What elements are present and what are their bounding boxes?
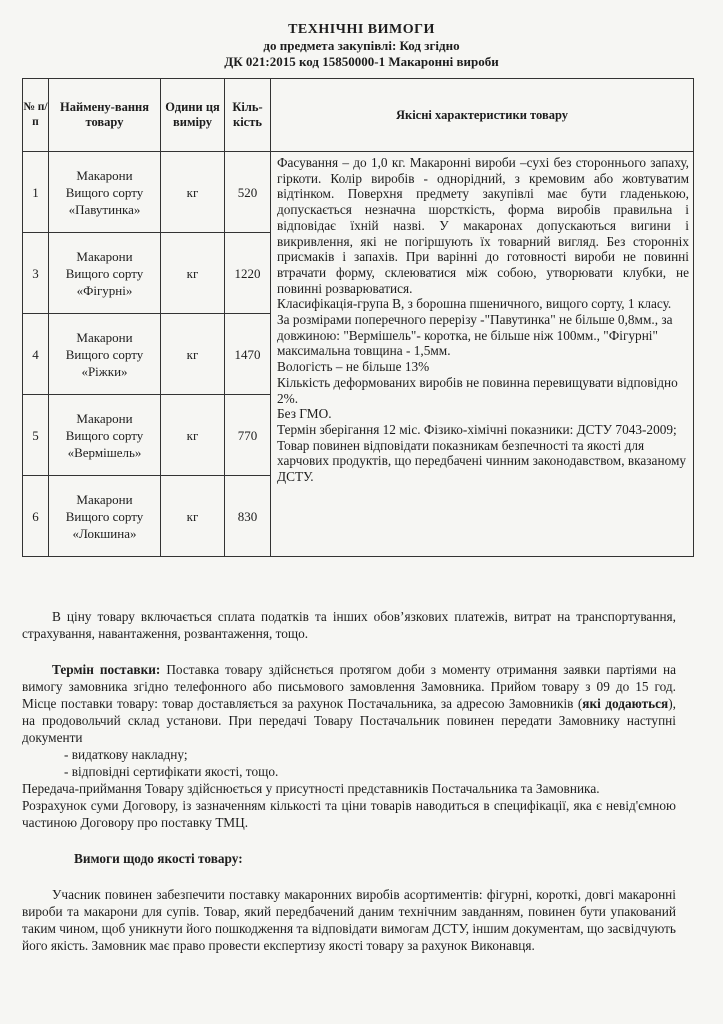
name-line: Макарони: [76, 248, 133, 264]
name-line: Вищого сорту: [65, 265, 144, 281]
delivery-text: Поставка товару здійснється протягом доби з моменту отримання заявки партіями на вимогу замовника згідно телефонного або письмового замовлення Замовника. Прийом товару з 09 до 15 год.: [22, 662, 676, 694]
document-header: [0, 22, 723, 70]
quality-text-block: [22, 886, 676, 954]
doc-item: - видаткову накладну;: [64, 747, 188, 762]
cell-qty: 520: [225, 152, 271, 233]
name-line: Макарони: [76, 167, 133, 183]
delivery-bold: які додаються: [582, 696, 669, 711]
delivery-paragraph: [22, 661, 676, 746]
doc-item: - відповідні сертифікати якості, тощо.: [64, 764, 279, 779]
document-code: ДК 021:2015 код 15850000-1 Макаронні вироби: [224, 54, 499, 69]
cell-name: [49, 395, 161, 476]
cell-no: 6: [23, 476, 49, 557]
cell-unit: кг: [161, 476, 225, 557]
delivery-label: Термін поставки:: [52, 662, 161, 677]
col-header-unit: Одини ця виміру: [161, 79, 225, 152]
delivery-text: товар доставляється за рахунок Постачальника, за адресою Замовників (: [162, 696, 583, 711]
cell-unit: кг: [161, 233, 225, 314]
name-line: Макарони: [76, 491, 133, 507]
quality-paragraph: Товар повинен відповідати показникам безпечності та якості для харчових продуктів, що передбачені чинним законодавством, вказаному ДСТУ.: [277, 437, 687, 485]
cell-unit: кг: [161, 314, 225, 395]
price-paragraph: В ціну товару включається сплата податків та інших обов’язкових платежів, витрат на транспортування, страхування, навантаження, розвантаження, тощо.: [22, 609, 676, 641]
name-line: Макарони: [76, 410, 133, 426]
col-header-no: № п/ п: [23, 79, 49, 152]
cell-no: 1: [23, 152, 49, 233]
cell-name: [49, 233, 161, 314]
col-header-quality: Якісні характеристики товару: [271, 79, 694, 152]
name-line: «Фігурні»: [76, 282, 133, 298]
cell-no: 3: [23, 233, 49, 314]
quality-heading: Вимоги щодо якості товару:: [74, 851, 243, 866]
quality-heading-block: [22, 850, 676, 867]
handover-paragraph: Передача-приймання Товару здійснюється у присутності представників Постачальника та Замовника.: [22, 781, 600, 796]
cell-unit: кг: [161, 152, 225, 233]
quality-paragraph: Термін зберігання 12 міс. Фізико-хімічні показники: ДСТУ 7043-2009;: [277, 421, 677, 437]
cell-no: 5: [23, 395, 49, 476]
name-line: «Ріжки»: [81, 363, 128, 379]
col-header-qty: Кіль-кість: [225, 79, 271, 152]
cell-qty: 1220: [225, 233, 271, 314]
delivery-text: ), на продовольчий склад установи. При передачі Товару Постачальник повинен передати Замовнику наступні документи: [22, 696, 677, 745]
quality-text-paragraph: Учасник повинен забезпечити поставку макаронних виробів асортиментів: фігурні, короткі, довгі макаронні вироби та макарони для супів. Товар, який передбачений даним технічним завданням, повинен бути упакований таким чином, щоб уникнути його пошкодження та відповідати вимогам ДСТУ, іншим документам, що засвідчують його якість. Замовник має право провести експертизу якості товару за рахунок Виконавця.: [22, 887, 676, 953]
quality-paragraph: Фасування – до 1,0 кг. Макаронні вироби –сухі без стороннього запаху, гіркоти. Колір виробів - однорідний, з кремовим або жовтуватим відтінком. Поверхня предмету закупівлі має бути гладенькою, допускається незначна шорсткість, форма виробів правильна і відповідає їхній назві. У макаронах допускаються вигини і викривлення, які не погіршують їх товарний вигляд. Без сторонніх присмаків і запахів. При варінні до готовності вироби не повинні втрачати форму, склеюватися між собою, утворювати клубки, не повинні розварюватися.: [277, 155, 689, 296]
quality-paragraph: Класифікація-група В, з борошна пшеничного, вищого сорту, 1 класу.: [277, 296, 672, 312]
table-row: [23, 152, 694, 233]
cell-unit: кг: [161, 395, 225, 476]
cell-name: [49, 152, 161, 233]
cell-quality: [271, 152, 694, 557]
quality-paragraph: Вологість – не більше 13%: [277, 359, 430, 375]
cell-qty: 830: [225, 476, 271, 557]
name-line: Вищого сорту: [65, 508, 144, 524]
document-subtitle: до предмета закупівлі: Код згідно: [263, 38, 460, 53]
quality-paragraph: За розмірами поперечного перерізу -"Павутинка" не більше 0,8мм., за довжиною: "Вермішель"- коротка, не більше ніж 100мм., "Фігурні" максимальна товщина - 1,5мм.: [277, 312, 673, 359]
delivery-block: [22, 661, 676, 831]
document-title: ТЕХНІЧНІ ВИМОГИ: [288, 22, 435, 37]
cell-name: [49, 476, 161, 557]
table-header-row: [23, 79, 694, 152]
name-line: Вищого сорту: [65, 346, 144, 362]
col-header-name: Наймену-вання товару: [49, 79, 161, 152]
price-paragraph-block: [22, 608, 676, 642]
name-line: «Локшина»: [72, 525, 137, 541]
cell-no: 4: [23, 314, 49, 395]
cell-qty: 770: [225, 395, 271, 476]
delivery-place-label: Місце поставки товару:: [22, 696, 158, 711]
name-line: «Вермішель»: [67, 444, 142, 460]
spec-table: [22, 78, 694, 557]
name-line: «Павутинка»: [68, 201, 141, 217]
name-line: Вищого сорту: [65, 427, 144, 443]
cell-qty: 1470: [225, 314, 271, 395]
name-line: Макарони: [76, 329, 133, 345]
name-line: Вищого сорту: [65, 184, 144, 200]
quality-paragraph: Кількість деформованих виробів не повинна перевищувати відповідно 2%.: [277, 374, 678, 406]
cell-name: [49, 314, 161, 395]
payment-paragraph: Розрахунок суми Договору, із зазначенням кількості та ціни товарів наводиться в специфікації, яка є невід'ємною частиною Договору про поставку ТМЦ.: [22, 798, 676, 830]
quality-paragraph: Без ГМО.: [277, 406, 332, 422]
